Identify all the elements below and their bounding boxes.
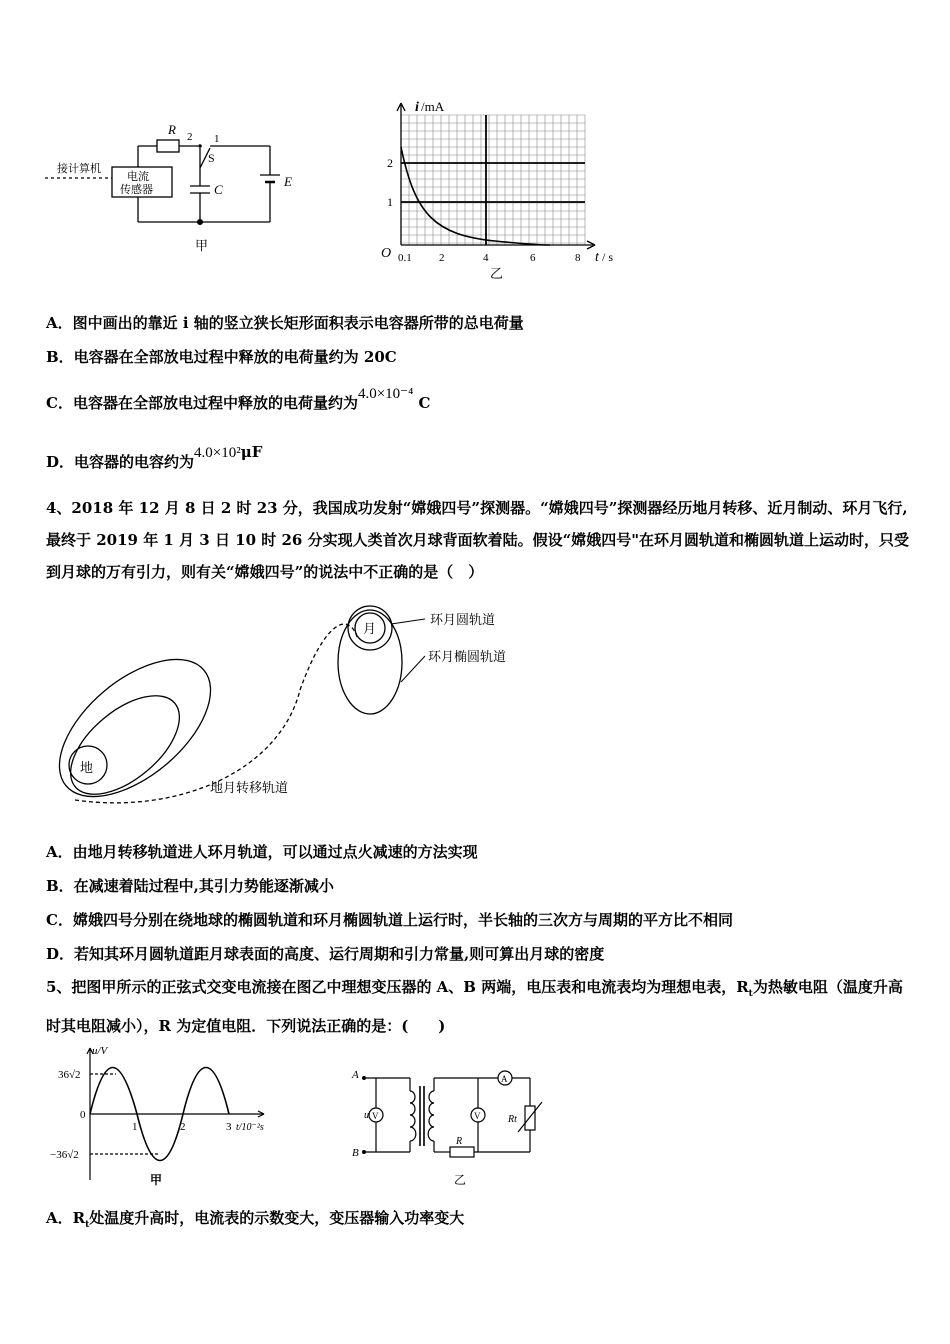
- terminal-a-label: A: [352, 1069, 359, 1081]
- t-tick-label: 2: [180, 1121, 186, 1133]
- t-axis-label: t/10⁻²s: [236, 1122, 264, 1133]
- sensor-label-1: 电流: [127, 171, 149, 183]
- q5-option-a-pre: A．R: [46, 1209, 86, 1227]
- option-c-math: 4.0×10⁻⁴: [357, 386, 414, 402]
- resistor-r-label: R: [456, 1136, 463, 1147]
- question-5-stem: [46, 971, 916, 1042]
- x-tick-label: 2: [439, 252, 445, 264]
- node-dot: [197, 219, 203, 225]
- option-b: B．电容器在全部放电过程中释放的电荷量约为 20C: [46, 348, 397, 366]
- switch-label: S: [208, 151, 215, 165]
- resistor-label: R: [168, 122, 176, 137]
- y-axis-symbol: i: [415, 100, 419, 115]
- q5-stem-subscript: t: [748, 989, 753, 999]
- q5-option-a-subscript: t: [85, 1220, 90, 1230]
- figure-caption: 甲: [150, 1173, 163, 1187]
- option-d-unit: μF: [240, 443, 263, 461]
- t-tick-label: 3: [226, 1121, 232, 1133]
- node-2-label: 2: [187, 131, 193, 143]
- elliptical-orbit-label: 环月椭圆轨道: [428, 649, 507, 664]
- q4-option-d: D．若知其环月圆轨道距月球表面的高度、运行周期和引力常量,则可算出月球的密度: [46, 945, 605, 963]
- x-tick-label: 0.1: [398, 252, 412, 264]
- option-d-math: 4.0×10²: [194, 445, 241, 461]
- battery-label: E: [284, 174, 292, 189]
- ammeter-label: A: [501, 1074, 508, 1084]
- q4-option-a: A．由地月转移轨道进人环月轨道，可以通过点火减速的方法实现: [46, 843, 478, 861]
- transformer-circuit: [350, 1066, 550, 1190]
- sensor-label-2: 传感器: [120, 184, 153, 196]
- u-min-label: −36√2: [50, 1149, 79, 1161]
- q5-stem-part-b: 为热敏电阻（温度升高时其电阻减小），R 为定值电阻．下列说法正确的是：( ): [46, 978, 903, 1035]
- discharge-graph: [375, 95, 625, 285]
- terminal-b: [362, 1150, 366, 1154]
- circular-orbit-label: 环月圆轨道: [430, 612, 496, 627]
- option-c: [46, 386, 431, 413]
- sine-wave-graph: [42, 1042, 292, 1187]
- voltmeter-2-label: V: [474, 1111, 481, 1121]
- x-tick-label: 6: [530, 252, 536, 264]
- orbit-diagram: [40, 600, 560, 815]
- question-4-stem: 4、2018 年 12 月 8 日 2 时 23 分，我国成功发射“嫦娥四号”探测器。“嫦娥四号”探测器经历地月转移、近月制动、环月飞行,最终于 2019 年 1 月 3 日 10 时 26 分实现人类首次月球背面软着陆。假设“嫦娥四号"在环月圆轨道和椭圆轨道上运动时，只受到月球的万有引力，则有关“嫦娥四号”的说法中不正确的是（ ）: [46, 499, 910, 581]
- q5-stem-part-a: 5、把图甲所示的正弦式交变电流接在图乙中理想变压器的 A、B 两端，电压表和电流表均为理想电表，R: [46, 978, 749, 996]
- earth-orbit-large: [40, 633, 235, 815]
- terminal-b-label: B: [352, 1147, 359, 1159]
- computer-label: 接计算机: [57, 163, 101, 175]
- origin-label: O: [381, 246, 392, 261]
- option-c-unit: C: [418, 394, 431, 412]
- q5-option-a: [46, 1207, 464, 1230]
- t-tick-label: 1: [132, 1121, 138, 1133]
- y-tick-label: 1: [387, 195, 393, 209]
- node-dot: [198, 144, 202, 148]
- voltmeter-1-label: V: [372, 1111, 379, 1121]
- moon-label: 月: [363, 621, 377, 636]
- option-a: A．图中画出的靠近 i 轴的竖立狭长矩形面积表示电容器所带的总电荷量: [46, 314, 524, 332]
- option-d: [46, 443, 263, 472]
- figure-caption: 甲: [195, 238, 209, 253]
- discharge-curve: [401, 147, 550, 245]
- transfer-orbit-label: 地月转移轨道: [210, 780, 289, 795]
- thermistor-label: Rt: [508, 1114, 517, 1125]
- u-max-label: 36√2: [58, 1069, 81, 1081]
- x-tick-label: 8: [575, 252, 581, 264]
- x-axis-unit: / s: [602, 250, 614, 264]
- y-tick-label: 2: [387, 156, 393, 170]
- y-axis-unit: /mA: [421, 99, 445, 114]
- x-axis-symbol: t: [595, 250, 599, 265]
- q5-option-a-post: 处温度升高时，电流表的示数变大，变压器输入功率变大: [89, 1209, 465, 1227]
- transfer-orbit: [75, 624, 358, 803]
- q4-option-b: B．在减速着陆过程中,其引力势能逐渐减小: [46, 877, 334, 895]
- voltage-u-label: u: [364, 1110, 369, 1121]
- capacitor-label: C: [214, 182, 223, 197]
- x-tick-label: 4: [483, 252, 489, 264]
- figure-caption: 乙: [490, 266, 504, 281]
- earth-label: 地: [80, 760, 94, 775]
- option-d-text: D．电容器的电容约为: [46, 453, 195, 471]
- terminal-a: [362, 1076, 366, 1080]
- q4-option-c: C．嫦娥四号分别在绕地球的椭圆轨道和环月椭圆轨道上运行时，半长轴的三次方与周期的平方比不相同: [46, 911, 733, 929]
- figure-caption: 乙: [454, 1173, 467, 1187]
- u-axis-label: u/V: [92, 1045, 108, 1057]
- origin-zero-label: 0: [80, 1109, 86, 1121]
- node-1-label: 1: [214, 133, 220, 145]
- option-c-text: C．电容器在全部放电过程中释放的电荷量约为: [46, 394, 358, 412]
- circuit-diagram: [40, 120, 310, 260]
